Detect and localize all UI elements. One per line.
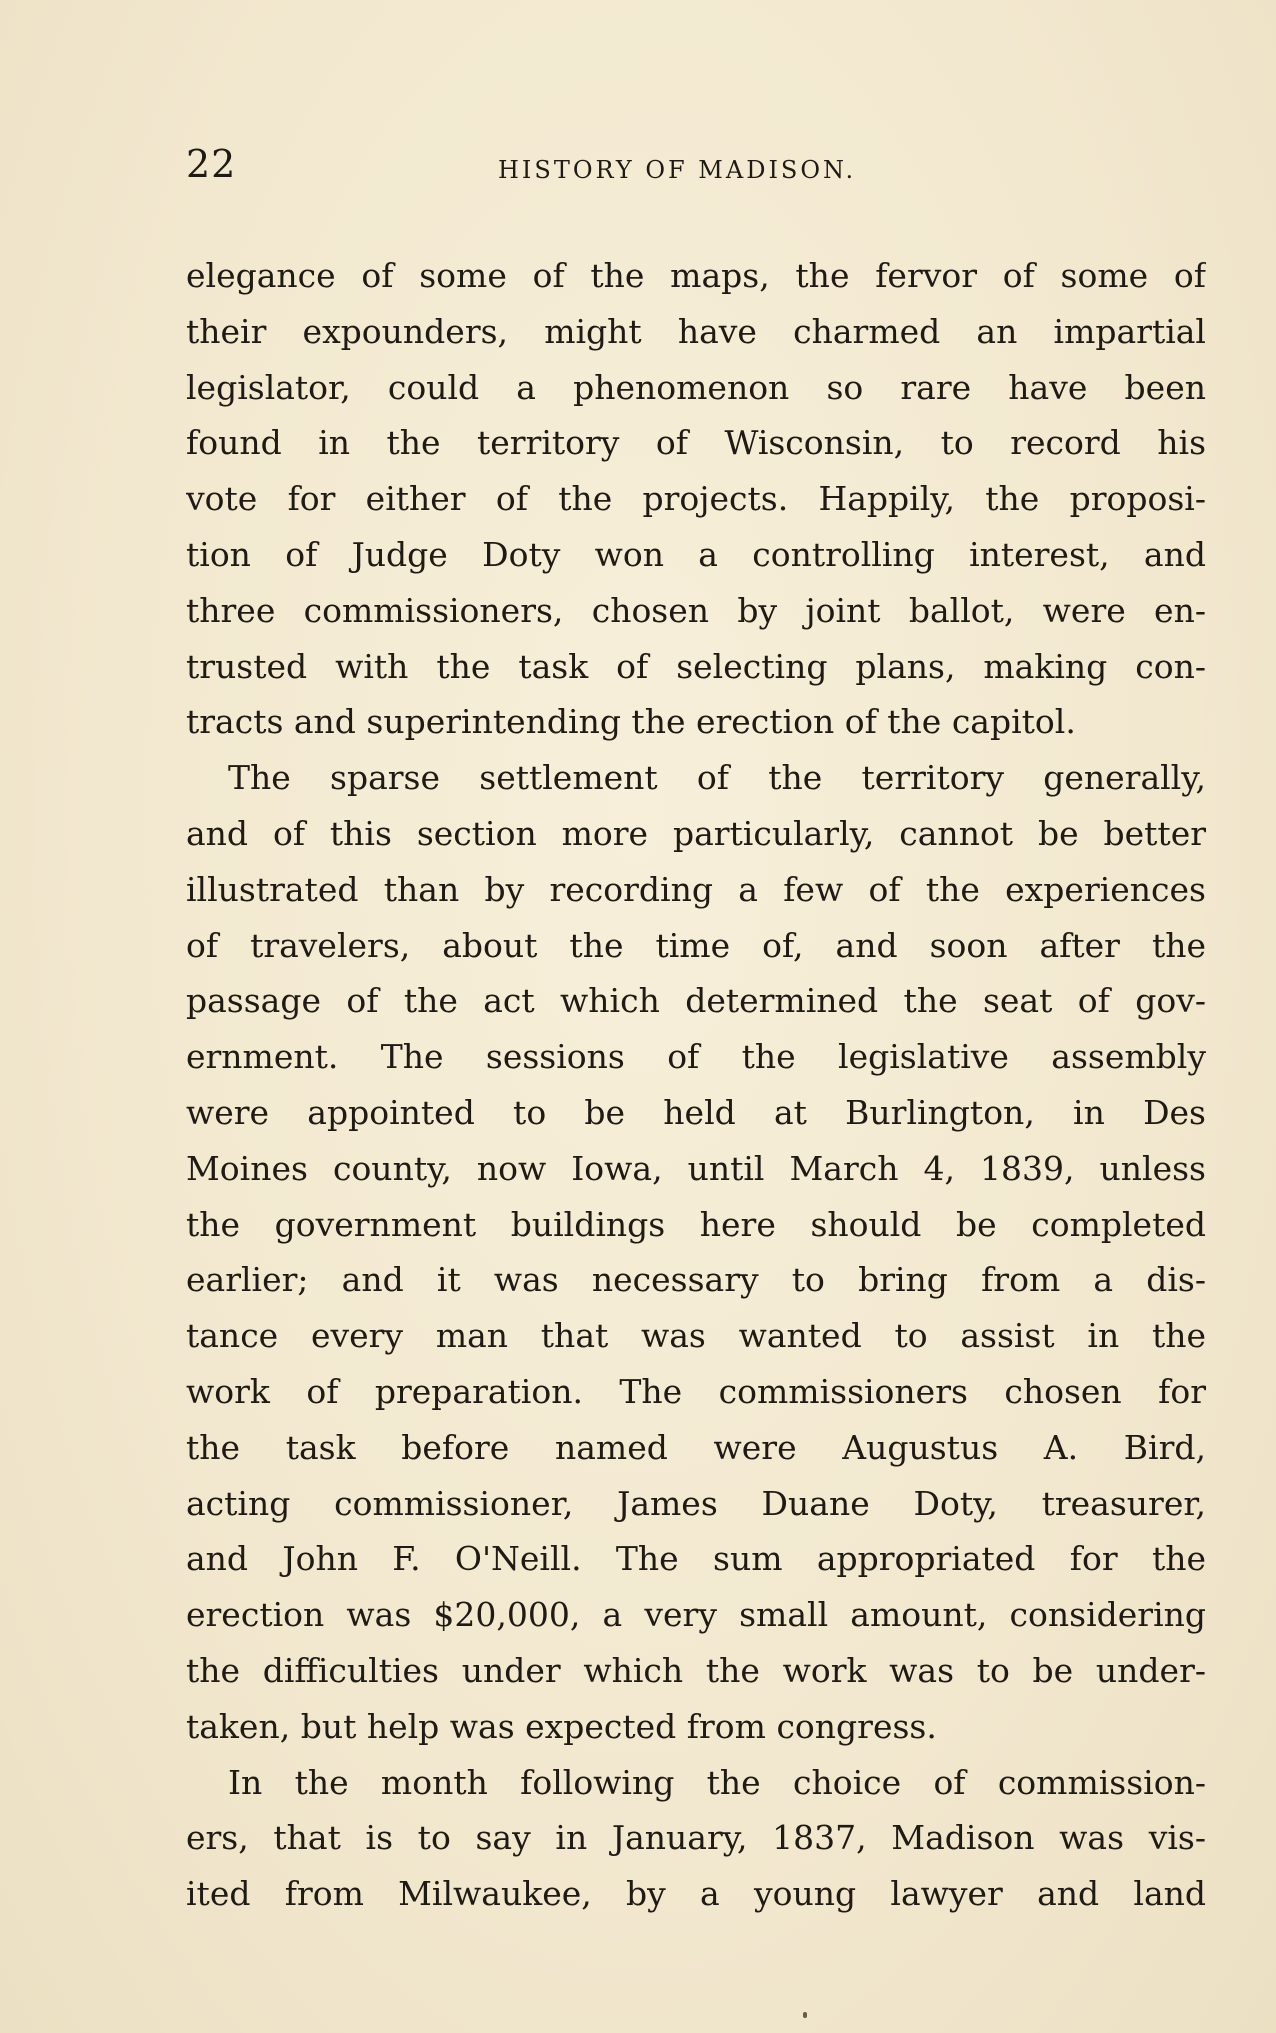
text-line: and of this section more particularly, cannot be better xyxy=(186,813,1206,853)
text-line: the difficulties under which the work was to be under- xyxy=(186,1650,1206,1690)
text-line: and John F. O'Neill. The sum appropriated for the xyxy=(186,1539,1206,1579)
text-line: taken, but help was expected from congress. xyxy=(186,1706,937,1746)
text-line: their expounders, might have charmed an impartial xyxy=(186,311,1206,351)
text-line: tance every man that was wanted to assist in the xyxy=(186,1316,1206,1356)
text-line: were appointed to be held at Burlington, in Des xyxy=(186,1092,1206,1132)
text-line: the task before named were Augustus A. Bird, xyxy=(186,1427,1206,1467)
text-line: earlier; and it was necessary to bring from a dis- xyxy=(186,1260,1206,1300)
running-head: HISTORY OF MADISON. xyxy=(498,156,857,184)
text-line: trusted with the task of selecting plans, making con- xyxy=(186,646,1206,686)
ink-speck xyxy=(803,2012,807,2018)
text-line: passage of the act which determined the seat of gov- xyxy=(186,981,1206,1021)
text-line: the government buildings here should be completed xyxy=(186,1204,1206,1244)
text-line: illustrated than by recording a few of the experiences xyxy=(186,869,1206,909)
text-line: legislator, could a phenomenon so rare have been xyxy=(186,367,1206,407)
paragraph-first-line: In the month following the choice of commission- xyxy=(228,1762,1206,1802)
text-line: acting commissioner, James Duane Doty, treasurer, xyxy=(186,1483,1206,1523)
text-line: three commissioners, chosen by joint ballot, were en- xyxy=(186,590,1206,630)
text-line: tracts and superintending the erection of the capitol. xyxy=(186,702,1076,742)
text-line: erection was $20,000, a very small amount, considering xyxy=(186,1595,1206,1635)
text-line: ernment. The sessions of the legislative assembly xyxy=(186,1037,1206,1077)
text-line: Moines county, now Iowa, until March 4, 1839, unless xyxy=(186,1148,1206,1188)
text-line: elegance of some of the maps, the fervor of some of xyxy=(186,256,1206,295)
body-text xyxy=(186,248,1206,1922)
text-line: tion of Judge Doty won a controlling interest, and xyxy=(186,534,1206,574)
page-number: 22 xyxy=(186,142,237,186)
text-line: of travelers, about the time of, and soon after the xyxy=(186,925,1206,965)
text-line: found in the territory of Wisconsin, to record his xyxy=(186,423,1206,463)
paragraph-first-line: The sparse settlement of the territory generally, xyxy=(228,758,1206,798)
text-line: work of preparation. The commissioners chosen for xyxy=(186,1371,1206,1411)
text-line: vote for either of the projects. Happily, the proposi- xyxy=(186,479,1206,519)
text-line: ited from Milwaukee, by a young lawyer and land xyxy=(186,1874,1206,1914)
page-header xyxy=(186,142,1206,202)
text-line: ers, that is to say in January, 1837, Madison was vis- xyxy=(186,1818,1206,1858)
